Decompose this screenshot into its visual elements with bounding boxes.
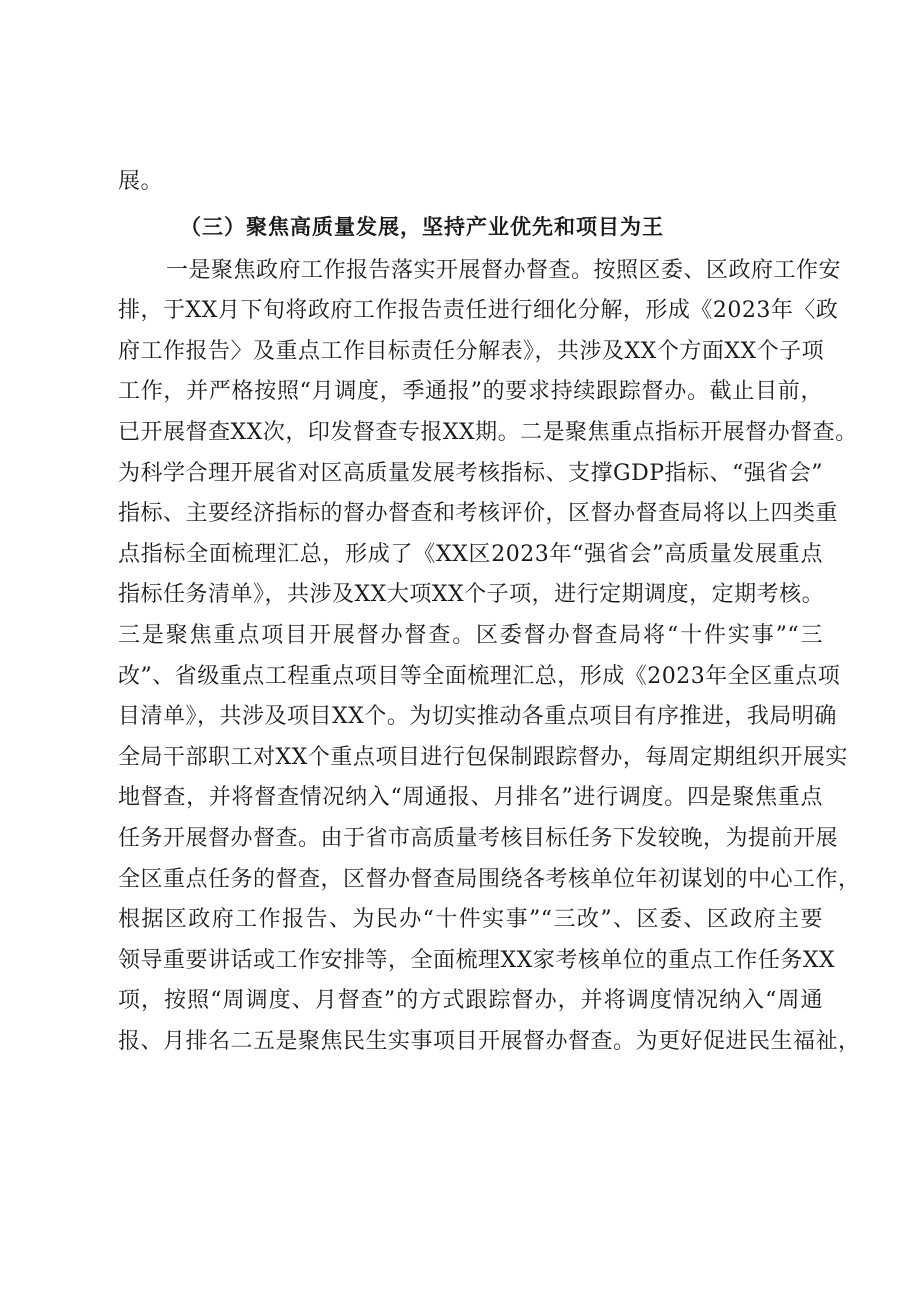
paragraph-line: 府工作报告〉及重点工作目标责任分解表》，共涉及XX个方面XX个子项 (118, 338, 825, 364)
paragraph-line: 排，于XX月下旬将政府工作报告责任进行细化分解，形成《2023年〈政 (118, 298, 839, 324)
paragraph-line: 领导重要讲话或工作安排等，全面梳理XX家考核单位的重点工作任务XX (118, 947, 836, 973)
paragraph-line: 任务开展督办督查。由于省市高质量考核目标任务下发较晚，为提前开展 (118, 825, 839, 851)
section-heading: （三）聚焦高质量发展，坚持产业优先和项目为王 (180, 214, 664, 239)
text-line: 展。 (118, 169, 164, 194)
paragraph-line: 已开展督查XX次，印发督查专报XX期。二是聚焦重点指标开展督办督查。 (118, 419, 858, 445)
paragraph-line: 一是聚焦政府工作报告落实开展督办督查。按照区委、区政府工作安 (166, 257, 842, 283)
document-body (118, 162, 861, 1062)
paragraph-line: 改”、省级重点工程重点项目等全面梳理汇总，形成《2023年全区重点项 (118, 663, 841, 689)
paragraph-line: 全局干部职工对XX个重点项目进行包保制跟踪督办，每周定期组织开展实 (118, 744, 848, 770)
paragraph-line: 地督查，并将督查情况纳入“周通报、月排名”进行调度。四是聚焦重点 (118, 785, 823, 811)
paragraph-line: 三是聚焦重点项目开展督办督查。区委督办督查局将“十件实事”“三 (118, 622, 823, 648)
paragraph-line: 目清单》，共涉及项目XX个。为切实推动各重点项目有序推进，我局明确 (118, 704, 837, 730)
paragraph-line: 点指标全面梳理汇总，形成了《XX区2023年“强省会”高质量发展重点 (118, 541, 823, 567)
paragraph-line: 报、月排名二五是聚焦民生实事项目开展督办督查。为更好促进民生福祉， (118, 1028, 861, 1054)
paragraph-line: 根据区政府工作报告、为民办“十件实事”“三改”、区委、区政府主要 (118, 907, 823, 933)
paragraph-line: 为科学合理开展省对区高质量发展考核指标、支撑GDP指标、“强省会” (118, 460, 824, 486)
paragraph-line: 指标、主要经济指标的督办督查和考核评价，区督办督查局将以上四类重 (118, 501, 839, 527)
paragraph-line: 项，按照“周调度、月督查”的方式跟踪督办，并将调度情况纳入“周通 (118, 988, 823, 1014)
paragraph-line: 全区重点任务的督查，区督办督查局围绕各考核单位年初谋划的中心工作， (118, 866, 861, 892)
body-paragraph (118, 251, 861, 1063)
paragraph-line: 工作，并严格按照“月调度，季通报”的要求持续跟踪督办。截止目前， (118, 379, 823, 405)
paragraph-line: 指标任务清单》，共涉及XX大项XX个子项，进行定期调度，定期考核。 (118, 582, 825, 608)
